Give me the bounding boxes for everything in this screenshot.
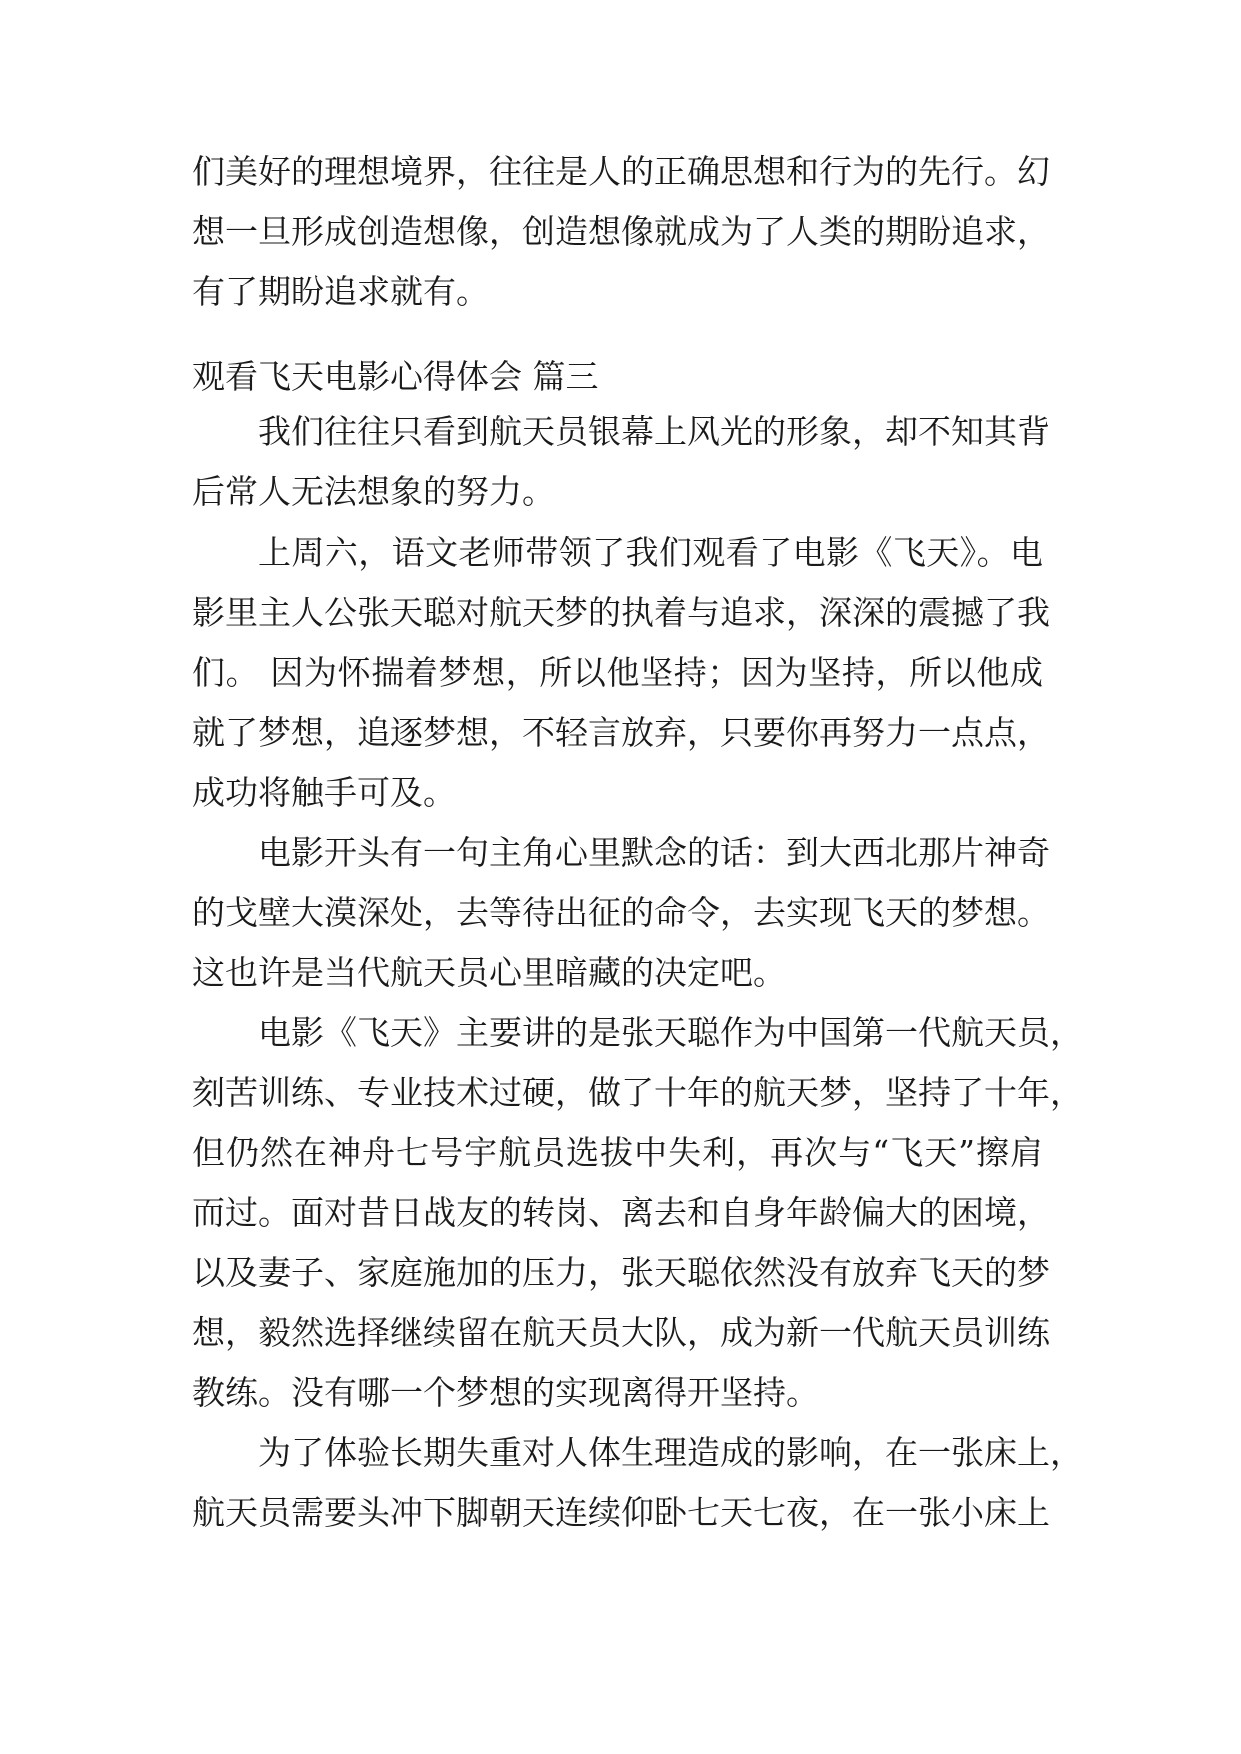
- paragraph-line: 电影《飞天》主要讲的是张天聪作为中国第一代航天员，: [258, 1013, 1083, 1052]
- paragraph-line: 以及妻子、家庭施加的压力，张天聪依然没有放弃飞天的梦: [192, 1253, 1050, 1292]
- section-heading: 观看飞天电影心得体会 篇三: [192, 357, 599, 396]
- paragraph-line: 有了期盼追求就有。: [192, 272, 489, 311]
- paragraph-line: 电影开头有一句主角心里默念的话：到大西北那片神奇: [258, 833, 1050, 872]
- paragraph-line: 后常人无法想象的努力。: [192, 472, 555, 511]
- paragraph-line: 而过。面对昔日战友的转岗、离去和自身年龄偏大的困境，: [192, 1193, 1050, 1232]
- paragraph-line: 想一旦形成创造想像，创造想像就成为了人类的期盼追求，: [192, 212, 1050, 251]
- paragraph-line: 们。 因为怀揣着梦想，所以他坚持；因为坚持，所以他成: [192, 653, 1043, 692]
- paragraph-line: 教练。没有哪一个梦想的实现离得开坚持。: [192, 1373, 819, 1412]
- paragraph-line: 我们往往只看到航天员银幕上风光的形象，却不知其背: [258, 412, 1050, 451]
- paragraph-line: 成功将触手可及。: [192, 773, 456, 812]
- paragraph-line: 航天员需要头冲下脚朝天连续仰卧七天七夜，在一张小床上: [192, 1493, 1050, 1532]
- paragraph-line: 为了体验长期失重对人体生理造成的影响，在一张床上，: [258, 1433, 1083, 1472]
- paragraph-line: 这也许是当代航天员心里暗藏的决定吧。: [192, 953, 786, 992]
- paragraph-line: 想，毅然选择继续留在航天员大队，成为新一代航天员训练: [192, 1313, 1050, 1352]
- paragraph-line: 但仍然在神舟七号宇航员选拔中失利，再次与“飞天”擦肩: [192, 1133, 1043, 1172]
- paragraph-line: 影里主人公张天聪对航天梦的执着与追求，深深的震撼了我: [192, 593, 1050, 632]
- paragraph-line: 们美好的理想境界，往往是人的正确思想和行为的先行。幻: [192, 152, 1050, 191]
- paragraph-line: 的戈壁大漠深处，去等待出征的命令，去实现飞天的梦想。: [192, 893, 1050, 932]
- paragraph-line: 刻苦训练、专业技术过硬，做了十年的航天梦，坚持了十年，: [192, 1073, 1083, 1112]
- paragraph-line: 上周六，语文老师带领了我们观看了电影《飞天》。电: [258, 533, 1043, 572]
- paragraph-line: 就了梦想，追逐梦想，不轻言放弃，只要你再努力一点点，: [192, 713, 1050, 752]
